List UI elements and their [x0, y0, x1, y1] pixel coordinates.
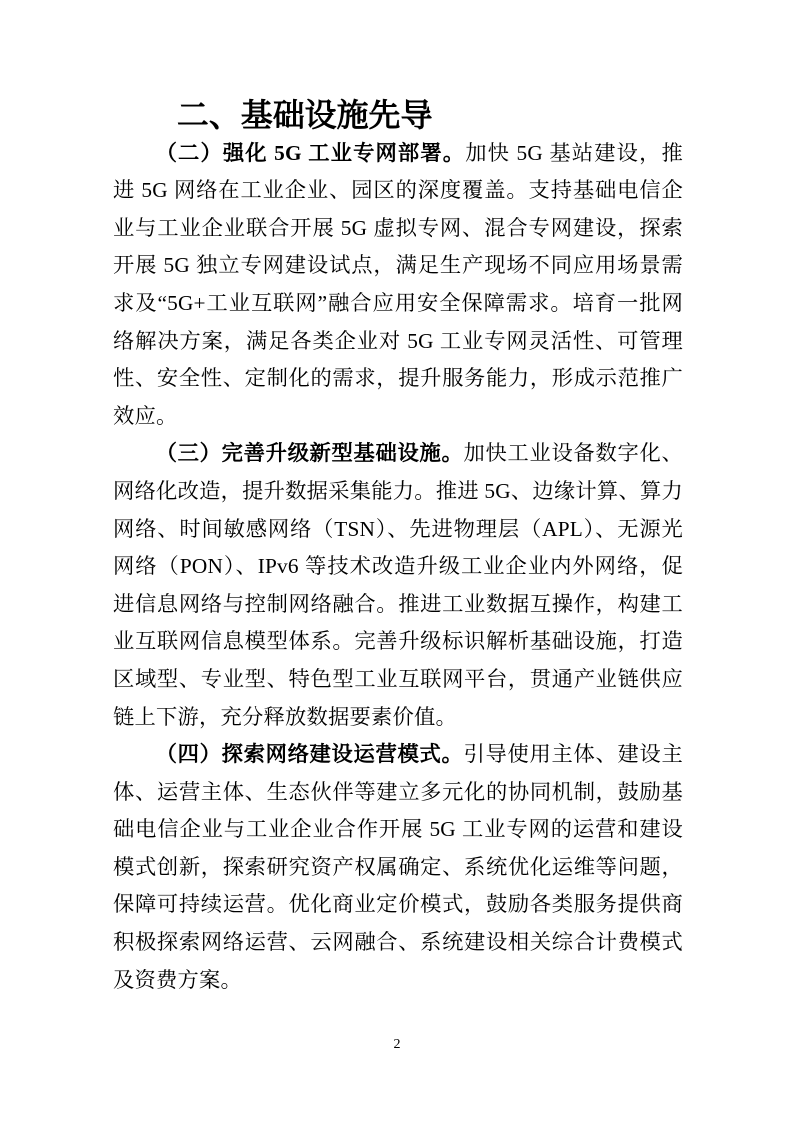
paragraph-lead: （四）探索网络建设运营模式。 [155, 742, 464, 767]
paragraph-lead: （二）强化 5G 工业专网部署。 [155, 140, 466, 165]
paragraph [113, 435, 683, 736]
paragraph-lead: （三）完善升级新型基础设施。 [155, 441, 464, 466]
page-number: 2 [393, 1037, 401, 1052]
document-content [113, 97, 683, 999]
paragraph-body: 引导使用主体、建设主体、运营主体、生态伙伴等建立多元化的协同机制，鼓励基础电信企业与工业企业合作开展 5G 工业专网的运营和建设模式创新，探索研究资产权属确定、系统优化运维等问题，保障可持续运营。优化商业定价模式，鼓励各类服务提供商积极探索网络运营、云网融合、系统建设相关综合计费模式及资费方案。 [113, 742, 683, 992]
paragraph-body: 加快工业设备数字化、网络化改造，提升数据采集能力。推进 5G、边缘计算、算力网络、时间敏感网络（TSN）、先进物理层（APL）、无源光网络（PON）、IPv6 等技术改造升级工业企业内外网络，促进信息网络与控制网络融合。推进工业数据互操作，构建工业互联网信息模型体系。完善升级标识解析基础设施，打造区域型、专业型、特色型工业互联网平台，贯通产业链供应链上下游，充分释放数据要素价值。 [113, 441, 683, 729]
section-heading: 二、基础设施先导 [176, 98, 433, 133]
paragraph-body: 加快 5G 基站建设，推进 5G 网络在工业企业、园区的深度覆盖。支持基础电信企业与工业企业联合开展 5G 虚拟专网、混合专网建设，探索开展 5G 独立专网建设试点，满足生产现场不同应用场景需求及“5G+工业互联网”融合应用安全保障需求。培育一批网络解决方案，满足各类企业对 5G 工业专网灵活性、可管理性、安全性、定制化的需求，提升服务能力，形成示范推广效应。 [113, 140, 683, 428]
paragraph [113, 736, 683, 999]
paragraph [113, 135, 683, 436]
